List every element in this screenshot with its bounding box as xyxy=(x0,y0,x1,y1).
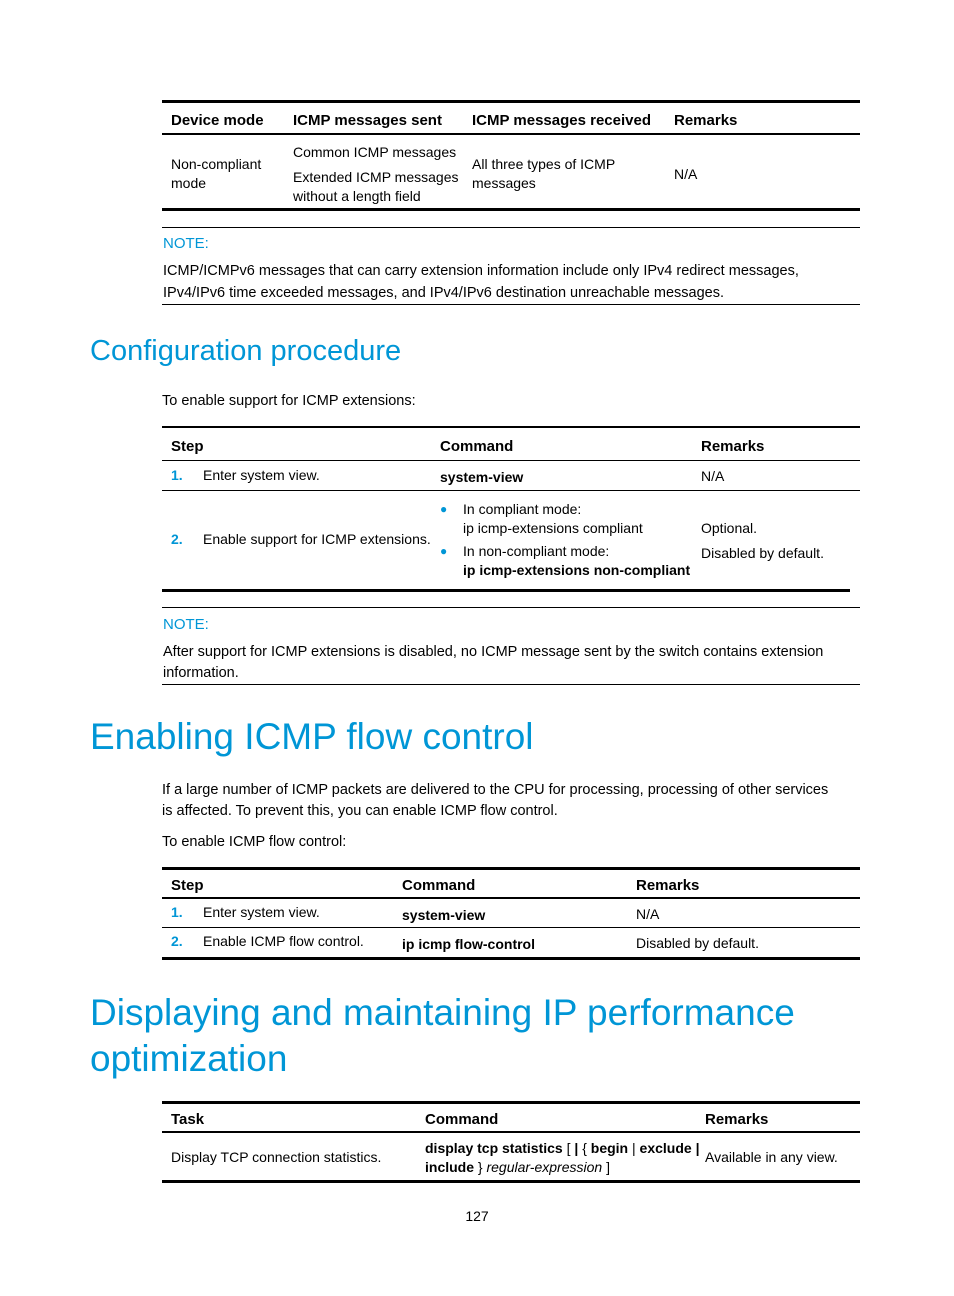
command-text: system-view xyxy=(440,469,524,485)
note-bottom-rule xyxy=(162,684,860,685)
note-bottom-rule xyxy=(162,304,860,305)
cell-mode-line1: Non-compliant xyxy=(171,156,262,172)
table-top-rule xyxy=(162,100,860,103)
bullet-icon: ● xyxy=(440,502,448,516)
note-text-line1: After support for ICMP extensions is disabled, no ICMP message sent by the switch contains extension xyxy=(163,644,824,660)
command-text: system-view xyxy=(402,907,486,923)
remarks-text: N/A xyxy=(636,906,660,922)
cell-remarks: N/A xyxy=(674,166,698,182)
task-text: Display TCP connection statistics. xyxy=(171,1149,382,1165)
table-header-messages-sent: ICMP messages sent xyxy=(293,112,442,129)
table-header-command: Command xyxy=(440,438,514,455)
command-text: ip icmp flow-control xyxy=(402,936,535,952)
paragraph-line1: If a large number of ICMP packets are delivered to the CPU for processing, processing of other services xyxy=(162,782,829,798)
table-header-step: Step xyxy=(171,877,204,894)
note-top-rule xyxy=(162,607,860,608)
table-header-rule xyxy=(162,1131,860,1133)
bullet-icon: ● xyxy=(440,544,448,558)
remarks-text: Disabled by default. xyxy=(636,935,759,951)
note-top-rule xyxy=(162,227,860,228)
note-text-line2: IPv4/IPv6 time exceeded messages, and IPv4/IPv6 destination unreachable messages. xyxy=(163,285,724,301)
intro-text: To enable support for ICMP extensions: xyxy=(162,393,416,409)
cell-sent-line3: without a length field xyxy=(293,188,421,204)
step-text: Enter system view. xyxy=(203,467,320,483)
table-bottom-rule xyxy=(162,1180,860,1183)
table-header-rule xyxy=(162,133,860,135)
table-header-remarks: Remarks xyxy=(705,1111,769,1128)
section-heading-displaying-line2: optimization xyxy=(90,1038,288,1079)
table-top-rule xyxy=(162,867,860,870)
table-header-device-mode: Device mode xyxy=(171,112,264,129)
table-header-task: Task xyxy=(171,1111,205,1128)
table-top-rule xyxy=(162,426,860,428)
step-text: Enable support for ICMP extensions. xyxy=(203,531,431,547)
table-header-rule xyxy=(162,897,860,899)
table-header-rule xyxy=(162,460,860,461)
note-text-line1: ICMP/ICMPv6 messages that can carry extension information include only IPv4 redirect messages, xyxy=(163,263,799,279)
note-label: NOTE: xyxy=(163,235,209,252)
remarks-line1: Optional. xyxy=(701,520,758,536)
note-text-line2: information. xyxy=(163,665,239,681)
step-text: Enter system view. xyxy=(203,904,320,920)
table-header-remarks: Remarks xyxy=(636,877,700,894)
table-header-messages-received: ICMP messages received xyxy=(472,112,651,129)
command-bullet2-cmd: ip icmp-extensions non-compliant xyxy=(463,562,691,578)
table-bottom-rule xyxy=(162,957,860,960)
remarks-line2: Disabled by default. xyxy=(701,545,824,561)
section-heading-displaying-line1: Displaying and maintaining IP performance xyxy=(90,992,795,1033)
table-header-remarks: Remarks xyxy=(701,438,765,455)
cell-sent-line2: Extended ICMP messages xyxy=(293,169,459,185)
step-number: 1. xyxy=(171,467,183,483)
table-bottom-rule xyxy=(162,208,860,211)
intro-text: To enable ICMP flow control: xyxy=(162,834,347,850)
command-line2: include } regular-expression ] xyxy=(425,1159,610,1175)
step-text: Enable ICMP flow control. xyxy=(203,933,364,949)
command-bullet2-label: In non-compliant mode: xyxy=(463,543,610,559)
table-header-command: Command xyxy=(402,877,476,894)
section-heading-configuration-procedure: Configuration procedure xyxy=(90,335,402,367)
step-number: 2. xyxy=(171,933,183,949)
step-number: 2. xyxy=(171,531,183,547)
command-bullet1-cmd: ip icmp-extensions compliant xyxy=(463,520,643,536)
table-header-remarks: Remarks xyxy=(674,112,738,129)
remarks-text: Available in any view. xyxy=(705,1149,838,1165)
table-header-step: Step xyxy=(171,438,204,455)
remarks-text: N/A xyxy=(701,468,725,484)
note-label: NOTE: xyxy=(163,616,209,633)
command-line1: display tcp statistics [ | { begin | exclude | xyxy=(425,1140,700,1156)
cell-mode-line2: mode xyxy=(171,175,207,191)
paragraph-line2: is affected. To prevent this, you can enable ICMP flow control. xyxy=(162,803,558,819)
step-number: 1. xyxy=(171,904,183,920)
section-heading-enabling-icmp-flow-control: Enabling ICMP flow control xyxy=(90,716,534,757)
cell-received-line1: All three types of ICMP xyxy=(472,156,616,172)
command-bullet1-label: In compliant mode: xyxy=(463,501,582,517)
table-header-command: Command xyxy=(425,1111,499,1128)
table-top-rule xyxy=(162,1101,860,1104)
page-number: 127 xyxy=(465,1208,489,1224)
cell-received-line2: messages xyxy=(472,175,536,191)
cell-sent-line1: Common ICMP messages xyxy=(293,144,457,160)
table-bottom-rule xyxy=(162,589,850,592)
table-row-rule xyxy=(162,927,860,928)
table-row-rule xyxy=(162,490,860,491)
